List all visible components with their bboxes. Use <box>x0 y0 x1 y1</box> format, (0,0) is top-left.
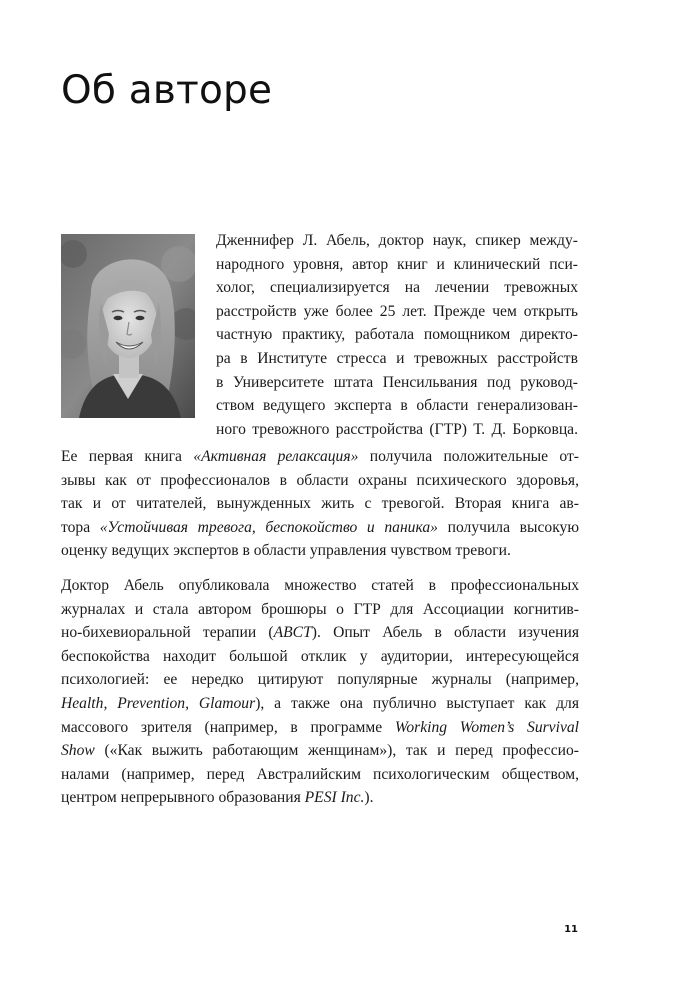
paragraph-line: Show («Как выжить работающим женщинам»), так и перед профессио- <box>61 742 579 760</box>
organization-name: PESI Inc. <box>304 789 365 807</box>
paragraph-line: так и от читателей, вынужденных жить с тревогой. Вторая книга ав- <box>61 495 579 513</box>
paragraph-line: налами (например, перед Австралийским психологическим обществом, <box>61 765 579 783</box>
intro-line: холог, специализируется на лечении тревожных <box>216 279 578 297</box>
book-title: «Активная релаксация» <box>193 448 359 465</box>
intro-line: расстройств уже более 25 лет. Прежде чем открыть <box>216 302 578 320</box>
intro-line: ного тревожного расстройства (ГТР) Т. Д. Борковца. <box>216 420 578 438</box>
paragraph-line: тора «Устойчивая тревога, беспокойство и паника» получила высокую <box>61 518 579 536</box>
intro-line: ра в Институте стресса и тревожных расстройств <box>216 349 578 367</box>
intro-line: народного уровня, автор книг и клинический пси- <box>216 255 578 273</box>
show-title: Show <box>61 742 95 760</box>
organization-abbr: ABCT <box>273 624 312 642</box>
paragraph-line: центром непрерывного образования PESI Inc.). <box>61 789 374 807</box>
intro-line: ством ведущего эксперта в области генерализован- <box>216 397 578 415</box>
paragraph-publications <box>61 574 579 810</box>
page-number: 11 <box>564 924 578 935</box>
show-title: Working Women’s Survival <box>394 718 579 736</box>
paragraph-line: Ее первая книга «Активная релаксация» получила положительные от- <box>61 448 579 465</box>
author-intro <box>216 229 578 441</box>
paragraph-line: зывы как от профессионалов в области охраны психического здоровья, <box>61 471 579 489</box>
paragraph-first-book <box>61 445 579 563</box>
magazine-names: Health, Prevention, Glamour <box>61 694 256 712</box>
paragraph-line: Доктор Абель опубликовала множество статей в профессиональных <box>61 577 579 594</box>
intro-line: Дженнифер Л. Абель, доктор наук, спикер между- <box>216 232 578 249</box>
paragraph-line: но-бихевиоральной терапии (ABCT). Опыт Абель в области изучения <box>61 624 579 642</box>
intro-line: в Университете штата Пенсильвания под руковод- <box>216 373 578 391</box>
paragraph-line: массового зрителя (например, в программе Working Women’s Survival <box>61 718 579 736</box>
book-title: «Устойчивая тревога, беспокойство и паника» <box>99 518 438 536</box>
paragraph-line: Health, Prevention, Glamour), а также она публично выступает как для <box>61 694 579 712</box>
author-photo <box>61 234 195 418</box>
paragraph-line: психологией: ее нередко цитируют популярные журналы (например, <box>61 671 579 689</box>
paragraph-line: беспокойства находит большой отклик у аудитории, интересующейся <box>61 647 579 665</box>
page-title: Об авторе <box>61 68 273 113</box>
paragraph-line: журналах и стала автором брошюры о ГТР для Ассоциации когнитив- <box>61 600 579 618</box>
paragraph-line: оценку ведущих экспертов в области управления чувством тревоги. <box>61 542 511 560</box>
intro-line: частную практику, работала помощником директо- <box>216 326 578 344</box>
